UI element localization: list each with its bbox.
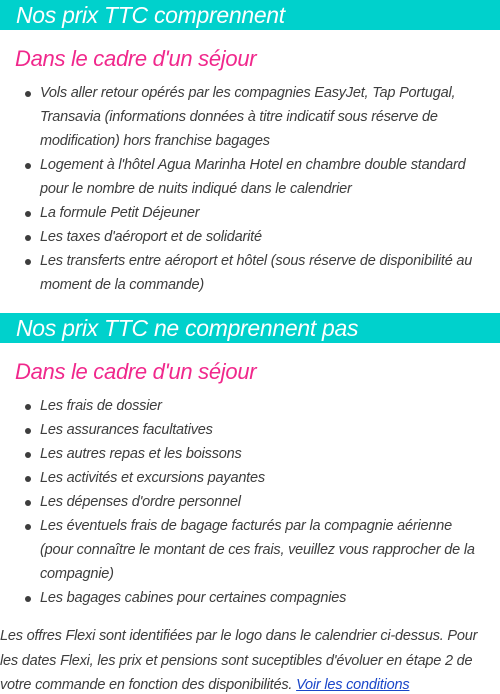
excluded-list <box>0 394 500 610</box>
list-item-text: Logement à l'hôtel Agua Marinha Hotel en chambre double standard pour le nombre de nuits indiqué dans le calendrier <box>40 157 466 197</box>
list-item <box>0 442 500 466</box>
bullet-icon <box>25 500 31 506</box>
list-item <box>0 418 500 442</box>
included-section <box>0 0 500 297</box>
list-item <box>0 153 500 201</box>
excluded-subheading: Dans le cadre d'un séjour <box>15 359 257 384</box>
list-item-text: Les autres repas et les boissons <box>40 446 242 462</box>
included-subheading: Dans le cadre d'un séjour <box>15 46 257 71</box>
list-item-text: Les bagages cabines pour certaines compagnies <box>40 590 347 606</box>
list-item-text: Les dépenses d'ordre personnel <box>40 494 241 510</box>
list-item <box>0 394 500 418</box>
bullet-icon <box>25 404 31 410</box>
list-item <box>0 225 500 249</box>
bullet-icon <box>25 163 31 169</box>
list-item <box>0 201 500 225</box>
list-item-text: Les activités et excursions payantes <box>40 470 265 486</box>
included-heading: Nos prix TTC comprennent <box>0 0 500 30</box>
list-item <box>0 249 500 297</box>
list-item-text: Les assurances facultatives <box>40 422 213 438</box>
list-item-text: Vols aller retour opérés par les compagnies EasyJet, Tap Portugal, Transavia (informations données à titre indicatif sous réserve de modification) hors franchise bagages <box>40 85 456 149</box>
bullet-icon <box>25 91 31 97</box>
bullet-icon <box>25 428 31 434</box>
bullet-icon <box>25 235 31 241</box>
included-list <box>0 81 500 297</box>
list-item-text: Les taxes d'aéroport et de solidarité <box>40 229 262 245</box>
list-item-text: Les frais de dossier <box>40 398 162 414</box>
bullet-icon <box>25 524 31 530</box>
list-item <box>0 514 500 586</box>
flexi-note-text: Les offres Flexi sont identifiées par le logo dans le calendrier ci-dessus. Pour les dates Flexi, les prix et pensions sont suceptibles d'évoluer en étape 2 de votre commande en fonction des disponibilités. <box>0 628 478 693</box>
list-item <box>0 466 500 490</box>
excluded-section <box>0 313 500 610</box>
bullet-icon <box>25 211 31 217</box>
bullet-icon <box>25 259 31 265</box>
list-item <box>0 586 500 610</box>
bullet-icon <box>25 596 31 602</box>
list-item <box>0 81 500 153</box>
flexi-note <box>0 624 500 694</box>
bullet-icon <box>25 476 31 482</box>
bullet-icon <box>25 452 31 458</box>
conditions-link[interactable]: Voir les conditions <box>296 677 410 693</box>
list-item <box>0 490 500 514</box>
list-item-text: La formule Petit Déjeuner <box>40 205 200 221</box>
list-item-text: Les éventuels frais de bagage facturés par la compagnie aérienne (pour connaître le montant de ces frais, veuillez vous rapprocher de la compagnie) <box>40 518 475 582</box>
list-item-text: Les transferts entre aéroport et hôtel (sous réserve de disponibilité au moment de la commande) <box>40 253 473 293</box>
excluded-heading: Nos prix TTC ne comprennent pas <box>0 313 500 343</box>
